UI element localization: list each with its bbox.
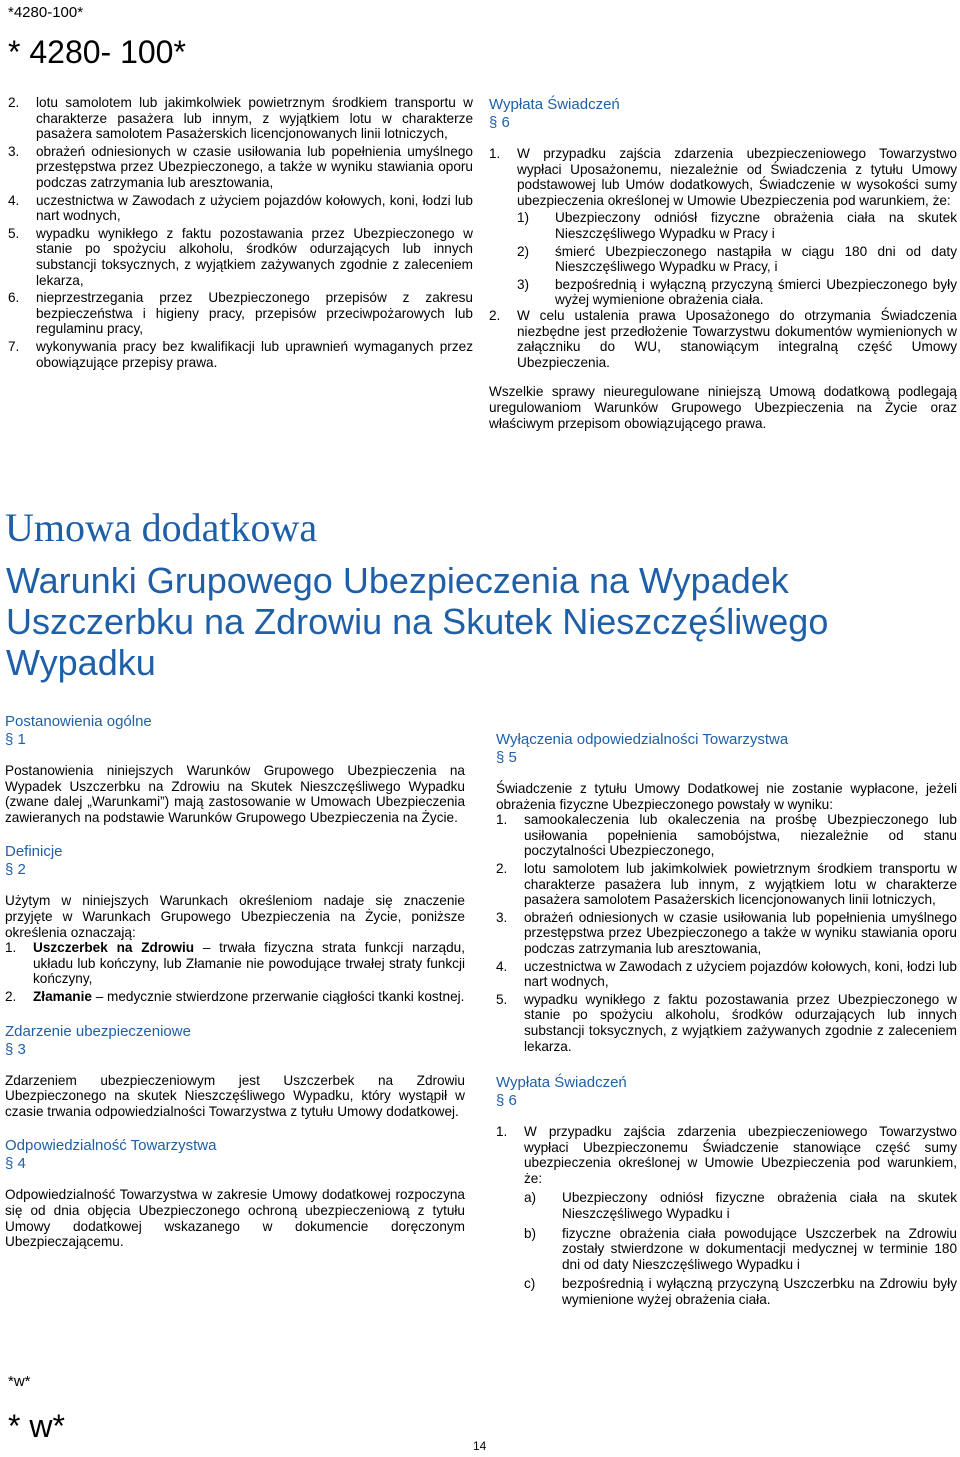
barcode-text-large: * 4280- 100* [8,34,186,70]
bottom-right-column [496,731,957,1308]
item-number: 2. [5,988,17,1004]
item-text: wypadku wynikłego z faktu pozostawania przez Ubezpieczonego w stanie po spożyciu alkoholu, środków odurzających lub innych substancji toksycznych, z wyjątkiem zażywanych zgodnie z zaleceniem lekarza, [36,225,473,288]
definitions-list [5,940,465,1004]
sub-item-text: śmierć Ubezpieczonego nastąpiła w ciągu 180 dni od daty Nieszczęśliwego Wypadku w Pracy, i [555,243,957,275]
sub-item-text: fizyczne obrażenia ciała powodujące Uszczerbek na Zdrowiu zostały stwierdzone w dokumentacji medycznej w terminie 180 dni od daty Nieszczęśliwego Wypadku i [562,1225,957,1272]
top-right-column [489,96,957,431]
sub-list-item [524,1190,957,1221]
sub-item-number: c) [524,1276,536,1292]
section-symbol: § 2 [5,861,26,879]
sub-item-text: bezpośrednią i wyłączną przyczyną śmierci Ubezpieczonego były wyżej wymienione obrażenia ciała. [555,276,957,308]
sub-list-item [524,1276,957,1307]
item-text: uczestnictwa w Zawodach z użyciem pojazdów kołowych, koni, łodzi lub nart wodnych, [524,958,957,990]
closing-paragraph: Wszelkie sprawy nieuregulowane niniejszą Umową dodatkową podlegają uregulowaniom Warunków Grupowego Ubezpieczenia na Życie oraz właściwym przepisom obowiązującego prawa. [489,384,957,431]
item-number: 4. [8,192,20,208]
definition-term: Uszczerbek na Zdrowiu [33,940,195,956]
list-item [8,339,473,370]
section-heading-payout: Wypłata Świadczeń [489,96,620,113]
list-item [8,144,473,191]
item-number: 1. [489,146,501,161]
page-number: 14 [473,1439,487,1453]
item-number: 1. [496,1124,508,1140]
exclusions-list-continued [8,95,473,370]
exclusions-list [496,812,957,1054]
condition-sublist [524,1190,957,1307]
item-number: 2. [496,860,508,876]
list-item [496,812,957,859]
item-text: obrażeń odniesionych w czasie usiłowania lub popełnienia umyślnego przestępstwa przez Ubezpieczonego a także w wyniku stawiania oporu podczas zatrzymania lub aresztowania, [524,909,957,956]
section-heading-liability: Odpowiedzialność Towarzystwa [5,1137,217,1155]
section-symbol: § 6 [496,1092,517,1110]
sub-list-item [524,1226,957,1273]
sub-item-number: 2) [517,243,530,259]
item-number: 4. [496,958,508,974]
item-text: W przypadku zajścia zdarzenia ubezpieczeniowego Towarzystwo wypłaci Ubezpieczonemu Świadczenie stanowiące część sumy ubezpieczenia określonej w Umowie Ubezpieczenia pod warunkiem, że: [524,1124,957,1186]
list-item [5,940,465,987]
item-text: nieprzestrzegania przez Ubezpieczonego przepisów z zakresu bezpieczeństwa i higieny pracy, przepisów przeciwpożarowych lub regulaminu pracy, [36,290,473,337]
barcode-text-small: *4280-100* [8,4,84,21]
item-text: wypadku wynikłego z faktu pozostawania przez Ubezpieczonego w stanie po spożyciu alkoholu, środków odurzających lub innych substancji toksycznych, z wyjątkiem zażywanych zgodnie z zaleceniem lekarza. [524,991,957,1054]
list-item [496,861,957,908]
item-number: 2. [8,95,20,110]
section-text: Zdarzeniem ubezpieczeniowym jest Uszczerbek na Zdrowiu Ubezpieczonego na skutek Nieszczęśliwego Wypadku, który wystąpił w czasie trwania odpowiedzialności Towarzystwa z tytułu Umowy dodatkowej. [5,1072,465,1119]
item-text: wykonywania pracy bez kwalifikacji lub uprawnień wymaganych przez obowiązujące przepisy prawa. [36,338,473,370]
list-item [489,308,957,370]
top-left-column [8,95,473,370]
definition-text: – medycznie stwierdzone przerwanie ciągłości tkanki kostnej. [91,988,465,1004]
payout-list [489,146,957,370]
item-number: 5. [496,991,508,1007]
footer-code-large: * w* [8,1408,65,1444]
section-text: Użytym w niniejszych Warunkach określeniom nadaje się znaczenie przyjęte w Warunkach Grupowego Ubezpieczenia na Życie, poniższe określenia oznaczają: [5,893,465,940]
item-text: W celu ustalenia prawa Uposażonego do otrzymania Świadczenia niezbędne jest przedłożenie Towarzystwu dokumentów wymienionych w załączniku do WU, stanowiącym integralną część Umowy Ubezpieczenia. [517,307,957,370]
sub-list-item [517,244,957,275]
document-title: Warunki Grupowego Ubezpieczenia na Wypadek Uszczerbku na Zdrowiu na Skutek Nieszczęśliwego Wypadku [6,560,829,683]
item-number: 1. [5,940,17,956]
sub-item-text: Ubezpieczony odniósł fizyczne obrażenia ciała na skutek Nieszczęśliwego Wypadku i [562,1190,957,1222]
sub-item-number: a) [524,1190,537,1206]
sub-item-number: b) [524,1225,537,1241]
sub-item-text: Ubezpieczony odniósł fizyczne obrażenia ciała na skutek Nieszczęśliwego Wypadku w Pracy i [555,210,957,241]
definition-term: Złamanie [33,988,92,1004]
condition-sublist [517,210,957,308]
item-number: 7. [8,338,20,354]
item-text: samookaleczenia lub okaleczenia na prośbę Ubezpieczonego lub usiłowania popełnienia samobójstwa, niezależnie od stanu poczytalności Ubezpieczonego, [524,812,957,859]
definition-text: – trwała fizyczna strata funkcji narządu, układu lub kończyny, lub Złamanie nie powodujące trwałej straty funkcji kończyny, [33,940,465,987]
list-item [496,992,957,1054]
section-heading-payout: Wypłata Świadczeń [496,1074,627,1092]
list-item [8,95,473,142]
list-item [8,290,473,337]
list-item [496,1124,957,1308]
sub-item-text: bezpośrednią i wyłączną przyczyną Uszczerbku na Zdrowiu były wymienione wyżej obrażenia ciała. [562,1276,957,1308]
section-symbol: § 6 [489,114,510,131]
item-number: 3. [8,143,20,159]
section-text: Postanowienia niniejszych Warunków Grupowego Ubezpieczenia na Wypadek Uszczerbku na Zdrowiu na Skutek Nieszczęśliwego Wypadku (zwane dalej „Warunkami”) mają zastosowanie w Umowach Ubezpieczenia zawieranych na podstawie Warunków Grupowego Ubezpieczenia na Życie. [5,763,465,825]
section-heading-exclusions: Wyłączenia odpowiedzialności Towarzystwa [496,731,789,748]
section-text: Świadczenie z tytułu Umowy Dodatkowej nie zostanie wypłacone, jeżeli obrażenia fizyczne Ubezpieczonego powstały w wyniku: [496,781,957,812]
item-number: 2. [489,307,501,323]
bottom-left-column [5,713,465,1250]
item-text: uczestnictwa w Zawodach z użyciem pojazdów kołowych, koni, łodzi lub nart wodnych, [36,192,473,224]
section-heading-insurance-event: Zdarzenie ubezpieczeniowe [5,1022,191,1040]
item-text: obrażeń odniesionych w czasie usiłowania lub popełnienia umyślnego przestępstwa przez Ubezpieczonego, a także w wyniku stawiania oporu podczas zatrzymania lub aresztowania, [36,143,473,190]
section-symbol: § 5 [496,749,517,766]
list-item [496,910,957,957]
list-item [5,989,465,1005]
sub-item-number: 3) [517,276,530,292]
footer-code-small: *w* [8,1373,31,1390]
section-heading-definitions: Definicje [5,843,63,861]
item-text: lotu samolotem lub jakimkolwiek powietrznym środkiem transportu w charakterze pasażera lub innym, z wyjątkiem lotu w charakterze pasażera samolotem Pasażerskich licencjonowanych linii lotniczych, [524,860,957,908]
section-symbol: § 1 [5,731,26,748]
payout-list [496,1124,957,1308]
sub-list-item [517,210,957,241]
list-item [8,193,473,224]
list-item [489,146,957,308]
section-heading-general: Postanowienia ogólne [5,713,152,730]
item-number: 6. [8,290,20,306]
item-text: lotu samolotem lub jakimkolwiek powietrznym środkiem transportu w charakterze pasażera lub innym, z wyjątkiem lotu w charakterze pasażera samolotem Pasażerskich licencjonowanych linii lotniczych, [36,95,473,142]
section-text: Odpowiedzialność Towarzystwa w zakresie Umowy dodatkowej rozpoczyna się od dnia objęcia Ubezpieczonego ochroną ubezpieczeniową z tytułu Umowy dodatkowej wskazanego w dokumencie doręczonym Ubezpieczającemu. [5,1187,465,1250]
sub-list-item [517,277,957,308]
list-item [496,959,957,990]
item-number: 3. [496,909,508,925]
section-symbol: § 4 [5,1155,26,1173]
item-number: 1. [496,812,508,828]
document-subtitle: Umowa dodatkowa [5,505,318,550]
section-symbol: § 3 [5,1040,26,1058]
sub-item-number: 1) [517,210,530,226]
item-number: 5. [8,225,20,241]
item-text: W przypadku zajścia zdarzenia ubezpieczeniowego Towarzystwo wypłaci Uposażonemu, niezależnie od Świadczenia z tytułu Umowy podstawowej lub Umów dodatkowych, Świadczenie w wysokości sumy ubezpieczenia określonej w Umowie Ubezpieczenia pod warunkiem, że: [517,146,957,208]
list-item [8,226,473,288]
